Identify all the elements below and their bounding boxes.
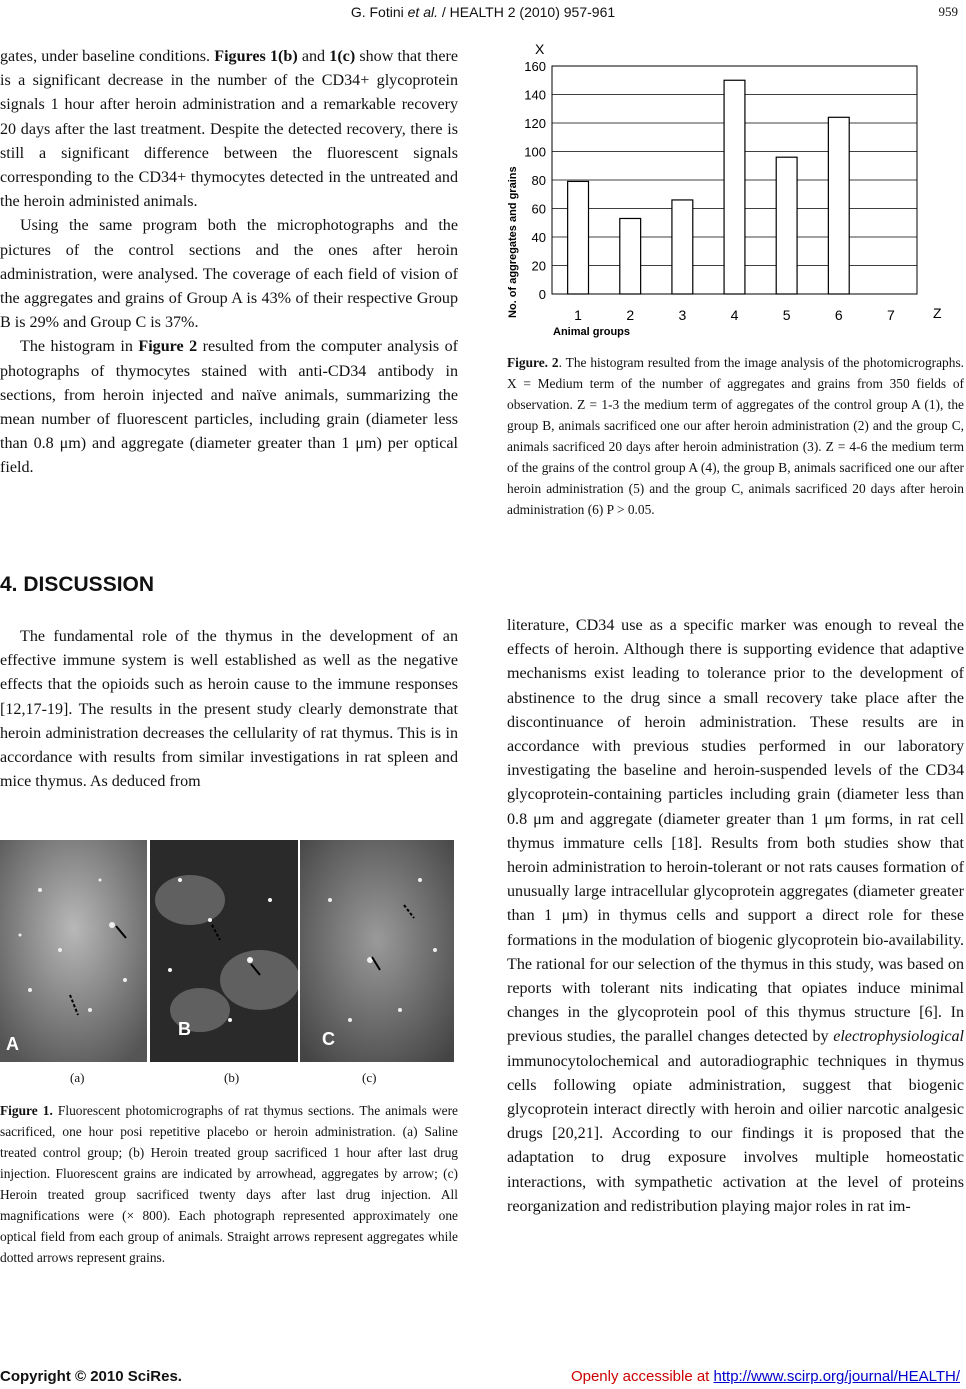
panel-letter-a: A <box>6 1034 19 1054</box>
figure1-caption: Figure 1. Fluorescent photomicrographs of rat thymus sections. The animals were sacrificed, one hour posi repetitive placebo or heroin administration. (a) Saline treated control group; (b) Heroin treated group sacrificed 1 hour after last drug injection. Fluorescent grains are indicated by arrowhead, aggregates by arrow; (c) Heroin treated group sacrificed twenty days after last drug injection. All magnifications were (× 800). Each photograph represented approximately one optical field from each group of animals. Straight arrows represent aggregates while dotted arrows represent grains. <box>0 1103 459 1265</box>
chart-x-tick-label: 1 <box>574 307 582 323</box>
chart-x-label: Animal groups <box>553 326 631 338</box>
sublabel-c: (c) <box>362 1070 377 1085</box>
chart-x-axis-letter: X <box>535 41 545 57</box>
figure-ref-1c: 1(c) <box>329 48 356 65</box>
chart-y-tick-label: 60 <box>531 201 546 217</box>
panel-letter-c: C <box>322 1029 335 1049</box>
chart-x-tick-label: 3 <box>678 307 687 323</box>
sublabel-b: (b) <box>224 1070 240 1085</box>
chart-y-label: No. of aggregates and grains <box>507 166 519 318</box>
chart-y-tick-label: 140 <box>524 87 546 103</box>
journal-link[interactable]: http://www.scirp.org/journal/HEALTH/ <box>713 1368 960 1385</box>
header-journal: / HEALTH 2 (2010) 957-961 <box>437 4 616 20</box>
chart-y-ticks <box>524 59 546 302</box>
chart-bar-3 <box>672 200 693 294</box>
left-column-discussion <box>0 625 458 794</box>
chart-x-tick-label: 2 <box>626 307 635 323</box>
header-authors: G. Fotini <box>350 4 408 20</box>
paragraph-4: The fundamental role of the thymus in the development of an effective immune system is well established as well as the negative effects that the opioids such as heroin cause to the immune responses [12,17-19]. The results in the present study clearly demonstrate that heroin administration decreases the cellularity of rat thymus. This is in accordance with results from similar investigations in rat spleen and mice thymus. As deduced from <box>0 628 458 791</box>
paragraph-3: The histogram in Figure 2 resulted from the computer analysis of photographs of thymocytes stained with anti-CD34 antibody in sections, from heroin injected and naïve animals, summarizing the mean number of fluorescent particles, including grain (diameter less than 0.8 μm) and aggregate (diameter greater than 1 μm) per optical field. <box>0 338 458 477</box>
header-etal: et al. <box>407 4 438 20</box>
chart-bar-1 <box>568 181 589 294</box>
chart-x-tick-label: 4 <box>730 307 739 323</box>
chart-y-tick-label: 160 <box>524 59 546 74</box>
running-header <box>0 4 966 20</box>
chart-y-tick-label: 40 <box>531 230 546 245</box>
chart-bars <box>568 80 850 294</box>
footer-access: Openly accessible at http://www.scirp.org/journal/HEALTH/ <box>570 1368 960 1385</box>
left-column <box>0 45 458 481</box>
photomicrograph-a <box>0 840 147 1062</box>
photomicrograph-c <box>300 840 454 1062</box>
page-number: 959 <box>938 4 958 19</box>
paragraph-right: literature, CD34 use as a specific marker was enough to reveal the effects of heroin. Although there is supporting evidence that adaptive mechanisms exist leading to tolerance prior to the development of abstinence to the drug since a small recovery take place after the discontinuance of heroin administration. These results are in accordance with previous studies performed in our laboratory investigating the baseline and heroin-suspended levels of the CD34 glycoprotein-containing particles including grain (diameter less than 0.8 μm and aggregate (diameter greater than 1 μm forms, in rat cell thymus immature cells [18]. Results from both studies show that heroin administration to heroin-tolerant or not rats causes formation of unusually large intracellular glycoprotein aggregates (diameter greater than 1 μm) in thymus cells and support a direct role for these formations in the modulation of biogenic glycoprotein bio-availability. The rational for our selection of the thymus in this study, was based on reports with tolerant nits indicating that opiates induce minimal changes in the glycoprotein pool of this thymus structure [6]. In previous studies, the parallel changes detected by electrophysiological immunocytolochemical and autoradiographic techniques in thymus cells following opiate administration, suggest that biogenic glycoprotein interact directly with heroin and oilier narcotic analgesic drugs [20,21]. According to our findings it is proposed that the adaptation to drug exposure involves multiple homeostatic interactions, with sympathetic activation at the level of proteins reorganization and redistribution playing major roles in rat im- <box>507 617 964 1215</box>
figure-ref-1b: Figures 1(b) <box>214 48 298 65</box>
chart-bar-5 <box>776 157 797 294</box>
chart-y-tick-label: 20 <box>531 258 546 274</box>
chart-y-tick-label: 120 <box>524 116 546 131</box>
photomicrograph-b <box>150 840 298 1062</box>
italic-term: electrophysiological <box>833 1028 964 1046</box>
figure-ref-2: Figure 2 <box>138 338 198 356</box>
chart-y-tick-label: 80 <box>531 173 546 188</box>
figure2-caption: Figure. 2. The histogram resulted from the image analysis of the photomicrographs. X = Medium term of the number of aggregates and grains from 350 fields of observation. Z = 1-3 the medium term of aggregates of the control group A (1), the group B, animals sacrificed one our after heroin administration (2) and the group C, animals sacrificed 20 days after heroin administration (3). Z = 4-6 the medium term of the grains of the control group A (4), the group B, animals sacrificed one our after heroin administration (5) and the group C, animals sacrificed 20 days after heroin administration (6) P > 0.05. <box>507 355 965 517</box>
chart-x-ticks <box>574 307 895 323</box>
sublabel-a: (a) <box>70 1070 85 1085</box>
chart-x-tick-label: 5 <box>782 307 791 323</box>
paragraph-2: Using the same program both the microphotographs and the pictures of the control sections and the ones after heroin administration, were analysed. The coverage of each field of vision of the aggregates and grains of Group A is 43% of their respective Group B is 29% and Group C is 37%. <box>0 217 458 332</box>
chart-x-tick-label: 6 <box>834 307 843 323</box>
chart-bar-4 <box>724 80 745 294</box>
chart-y-tick-label: 100 <box>524 144 546 160</box>
chart-x-tick-label: 7 <box>887 307 895 323</box>
chart-bar-6 <box>828 117 849 294</box>
footer-copyright: Copyright © 2010 SciRes. <box>0 1368 182 1385</box>
section-heading-discussion: 4. DISCUSSION <box>0 573 155 596</box>
figure1-caption-label: Figure 1. <box>0 1103 53 1118</box>
chart-bar-2 <box>620 218 641 294</box>
paragraph-1: gates, under baseline conditions. Figures 1(b) and 1(c) show that there is a significant decrease in the number of the CD34+ glycoprotein signals 1 hour after heroin administration and a remarkable recovery 20 days after the last treatment. Despite the detected recovery, there is still a significant difference between the fluorescent signals corresponding to the CD34+ thymocytes detected in the untreated and the heroin administed animals. <box>0 48 458 211</box>
panel-letter-b: B <box>178 1019 191 1039</box>
figure2-caption-label: Figure. 2 <box>507 355 559 370</box>
chart-y-tick-label: 0 <box>538 287 546 302</box>
histogram-chart <box>507 40 964 340</box>
chart-z-axis-letter: Z <box>933 305 942 321</box>
right-column <box>507 614 964 1219</box>
